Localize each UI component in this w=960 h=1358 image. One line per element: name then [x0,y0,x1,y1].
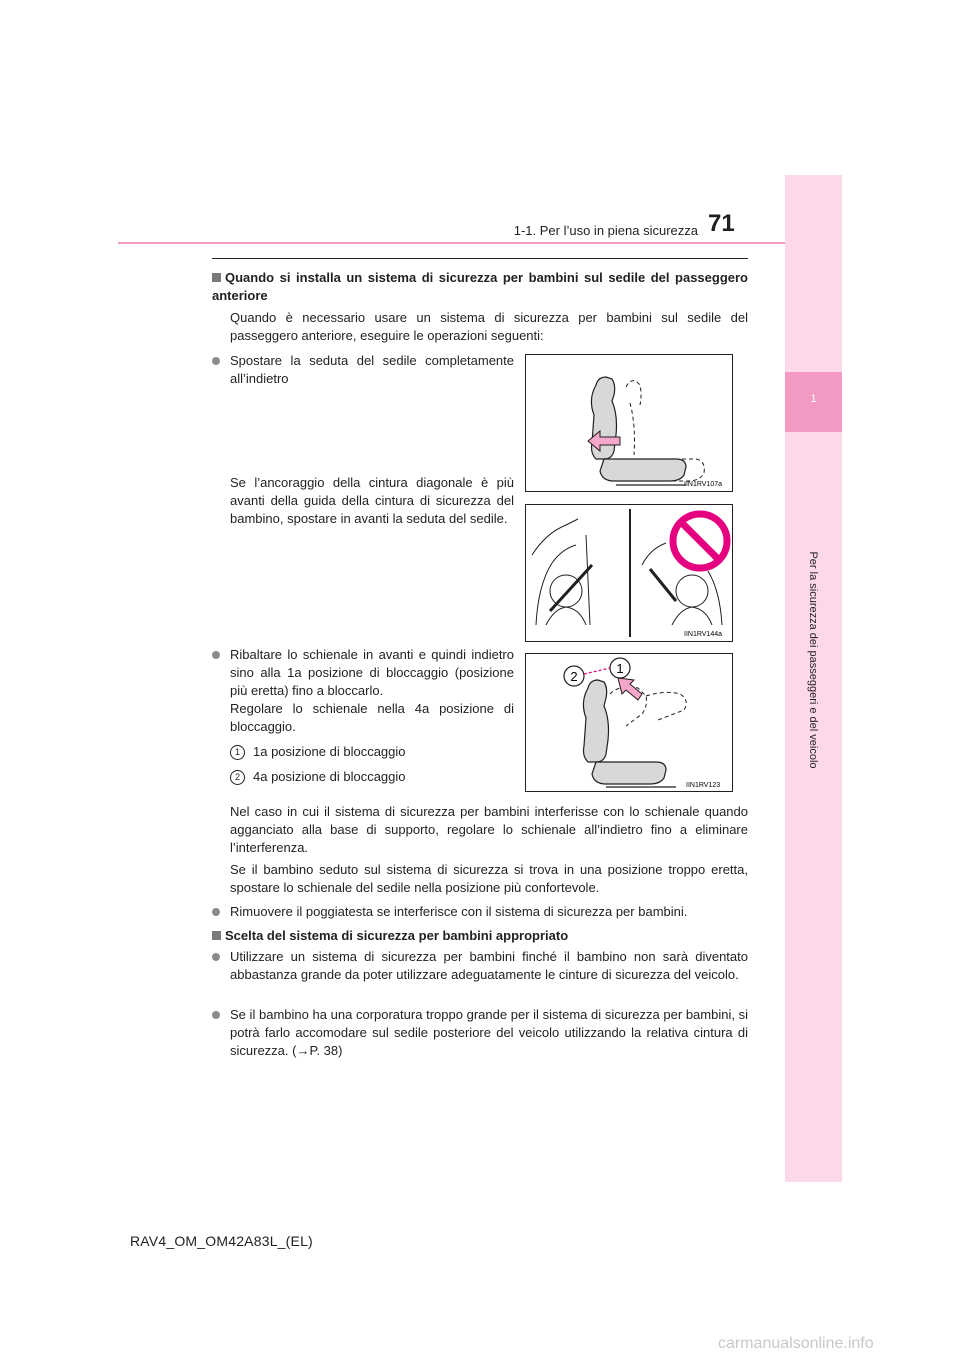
marker-number-1: 1 [616,661,624,676]
bullet-icon [212,357,220,365]
bullet-icon [212,908,220,916]
figure-code: IIN1RV107a [684,481,723,488]
seatback-lock-illustration [526,654,732,791]
page-number: 71 [708,210,735,237]
header-section-title: 1-1. Per l’uso in piena sicurezza [513,223,698,238]
callout-number-1: 1 [230,745,245,760]
list-item: Utilizzare un sistema di sicurezza per bambini finché il bambino non sarà diventato abbastanza grande da poter utilizzare adeguatamente le cinture di sicurezza del veicolo. [212,948,748,984]
list-item: Se il bambino ha una corporatura troppo grande per il sistema di sicurezza per bambini, si potrà farlo accomodare sul sedile posteriore del veicolo utilizzando la relativa cintura di sicurezza. (→P. 38) [212,1006,748,1060]
list-item: Spostare la seduta del sedile completamente all’indietro [212,352,514,388]
list-item: Rimuovere il poggiatesta se interferisce con il sistema di sicurezza per bambini. [212,903,748,921]
prohibition-icon [673,514,727,568]
seat-slide-illustration [526,355,732,491]
figure-seat-slide [525,354,733,492]
callout-number-2: 2 [230,770,245,785]
square-bullet-icon [212,931,221,940]
figure-code: IIN1RV123 [686,782,721,789]
bullet-icon [212,651,220,659]
marker-number-2: 2 [570,669,578,684]
list-item: Ribaltare lo schienale in avanti e quindi indietro sino alla 1a posizione di bloccaggio (posizione più eretta) fino a bloccarlo. Regolare lo schienale nella 4a posizione di bloccaggio. [212,646,514,736]
section-heading-front-seat: Quando si installa un sistema di sicurezza per bambini sul sedile del passeggero anteriore [212,270,748,303]
note-paragraph: Se il bambino seduto sul sistema di sicurezza si trova in una posizione troppo eretta, spostare lo schienale del sedile nella posizione più confortevole. [230,862,748,895]
section-rule [212,258,748,259]
bullet-icon [212,953,220,961]
square-bullet-icon [212,273,221,282]
note-paragraph: Nel caso in cui il sistema di sicurezza per bambini interferisse con lo schienale quando agganciato alla base di supporto, regolare lo schienale all’indietro fino a eliminare l’interferenza. [230,804,748,855]
figure-seatback-lock [525,653,733,792]
intro-paragraph: Quando è necessario usare un sistema di sicurezza per bambini sul sedile del passeggero anteriore, eseguire le operazioni seguenti: [230,310,748,343]
legend-item: 2 4a posizione di bloccaggio [230,768,406,786]
belt-anchor-illustration [526,505,732,641]
watermark: carmanualsonline.info [718,1335,874,1352]
note-paragraph: Se l’ancoraggio della cintura diagonale è più avanti della guida della cintura di sicurezza del bambino, spostare in avanti la seduta del sedile. [230,475,514,526]
side-tab-title: Per la sicurezza dei passeggeri e del veicolo [807,551,819,769]
figure-code: IIN1RV144a [684,631,723,638]
legend-item: 1 1a posizione di bloccaggio [230,743,406,761]
side-tab-number: 1 [810,393,817,405]
bullet-icon [212,1011,220,1019]
document-code-footer: RAV4_OM_OM42A83L_(EL) [130,1233,313,1249]
section-heading-choice: Scelta del sistema di sicurezza per bambini appropriato [212,927,748,945]
figure-belt-anchor-prohibited [525,504,733,642]
header-rule [118,242,785,244]
